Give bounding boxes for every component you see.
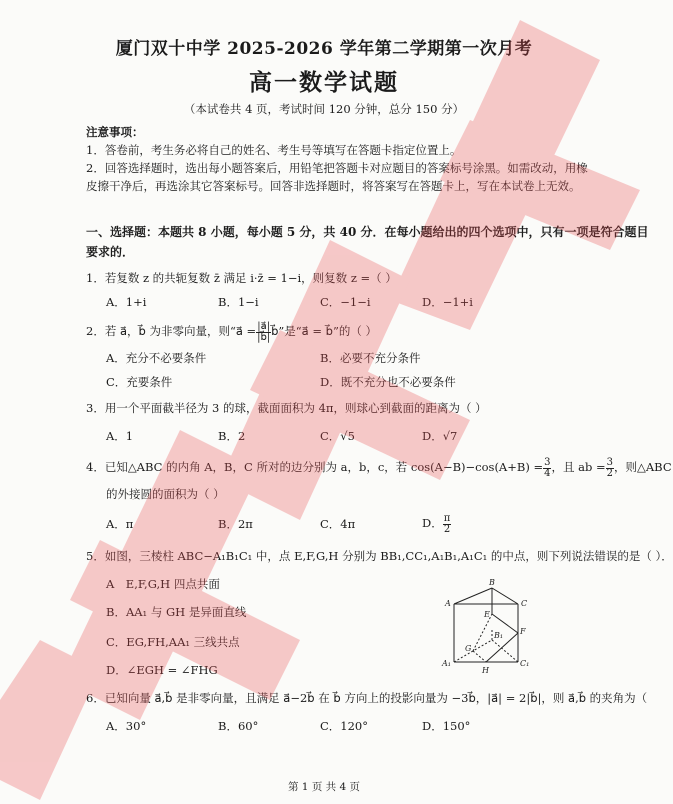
q4-stem-c: ，则△ABC [614, 460, 672, 474]
section1-heading: 一、选择题：本题共 8 小题，每小题 5 分，共 40 分．在每小题给出的四个选项中，只有一项是符合题目 [86, 225, 649, 239]
q1-option-b: B．1−i [218, 295, 259, 309]
question-2-stem [86, 318, 377, 344]
q4-frac2 [606, 458, 614, 479]
q2-frac-pre: a⃗ = [235, 324, 257, 338]
question-4-stem [86, 454, 672, 480]
question-5-stem: 5．如图，三棱柱 ABC−A₁B₁C₁ 中，点 E,F,G,H 分别为 BB₁,CC₁,A₁B₁,A₁C₁ 的中点，则下列说法错误的是（ ）． [86, 549, 673, 563]
q6-option-d: D．150° [422, 719, 471, 733]
page-footer: 第 1 页 共 4 页 [287, 781, 361, 793]
fig-label-h: H [482, 666, 489, 675]
q2-frac-den: |b⃗| [257, 331, 271, 343]
q4-d-frac-den: 2 [443, 523, 451, 535]
exam-title: 高一数学试题 [249, 69, 399, 96]
fig-label-e: E [484, 610, 490, 619]
school-title: 厦门双十中学 2025-2026 学年第二学期第一次月考 [115, 39, 533, 59]
notes-item-3: 皮擦干净后，再选涂其它答案标号。回答非选择题时，将答案写在答题卡上，写在本试卷上无效。 [86, 179, 581, 193]
q1-option-c: C．−1−i [320, 295, 371, 309]
q4-d-frac-num: π [443, 512, 451, 524]
question-3-stem: 3．用一个平面截半径为 3 的球，截面面积为 4π，则球心到截面的距离为（ ） [86, 401, 487, 415]
fig-label-b1: B₁ [494, 631, 504, 640]
q4-option-d-frac [443, 514, 452, 535]
fig-label-a: A [445, 599, 451, 608]
prism-figure [440, 578, 540, 678]
q4-option-b: B．2π [218, 517, 253, 531]
q3-option-b: B．2 [218, 429, 246, 443]
q5-option-c: C．EG,FH,AA₁ 三线共点 [106, 635, 240, 649]
question-4-stem-line2: 的外接圆的面积为（ ） [106, 487, 225, 501]
q3-option-d: D．√7 [422, 429, 458, 443]
q1-option-d: D．−1+i [422, 295, 473, 309]
q4-option-a: A．π [106, 517, 134, 531]
q4-stem-b: ，且 ab = [551, 460, 606, 474]
q5-option-a: A E,F,G,H 四点共面 [106, 577, 220, 591]
q6-option-a: A．30° [106, 719, 147, 733]
q4-stem-a: 4．已知△ABC 的内角 A，B，C 所对的边分别为 a，b，c，若 cos(A−B)−cos(A+B) = [86, 460, 544, 474]
q2-frac-num: |a⃗| [257, 320, 271, 332]
fig-label-c1: C₁ [520, 659, 530, 668]
q2-stem-a: 2．若 a⃗，b⃗ 为非零向量，则“ [86, 324, 236, 338]
q4-frac1-den: 4 [544, 467, 551, 479]
q4-frac1-num: 3 [544, 456, 551, 468]
fig-label-c: C [521, 599, 528, 608]
q4-option-d-label: D． [422, 516, 443, 530]
q4-option-c: C．4π [320, 517, 356, 531]
q1-option-a: A．1+i [106, 295, 147, 309]
notes-heading: 注意事项： [86, 125, 144, 139]
q5-option-d: D．∠EGH = ∠FHG [106, 663, 218, 677]
q2-option-a: A．充分不必要条件 [106, 351, 207, 365]
question-6-stem: 6．已知向量 a⃗,b⃗ 是非零向量，且满足 a⃗−2b⃗ 在 b⃗ 方向上的投影向量为 −3b⃗，|a⃗| = 2|b⃗|，则 a⃗,b⃗ 的夹角为（ [86, 691, 648, 705]
section1-heading-cont: 要求的． [86, 245, 135, 259]
notes-item-1: 1．答卷前，考生务必将自己的姓名、考生号等填写在答题卡指定位置上。 [86, 143, 462, 157]
fig-label-b: B [489, 578, 495, 587]
q2-fraction [256, 322, 271, 343]
notes-item-2: 2．回答选择题时，选出每小题答案后，用铅笔把答题卡对应题目的答案标号涂黑。如需改动，用橡 [86, 161, 588, 175]
question-1-stem: 1．若复数 z 的共轭复数 z̄ 满足 i·z̄ = 1−i，则复数 z =（ ） [86, 271, 397, 285]
q2-option-b: B．必要不充分条件 [320, 351, 421, 365]
q2-option-d: D．既不充分也不必要条件 [320, 375, 456, 389]
q4-frac2-num: 3 [606, 456, 614, 468]
fig-label-g: G [465, 644, 472, 653]
fig-label-a1: A₁ [442, 659, 451, 668]
exam-info: （本试卷共 4 页，考试时间 120 分钟，总分 150 分） [183, 102, 465, 116]
q3-option-c: C．√5 [320, 429, 355, 443]
q5-option-b: B．AA₁ 与 GH 是异面直线 [106, 605, 247, 619]
q2-stem-b: ”是“a⃗ = b⃗”的（ ） [278, 324, 377, 338]
fig-label-f: F [520, 627, 526, 636]
q2-frac-post: b⃗ [271, 324, 279, 338]
q6-option-b: B．60° [218, 719, 259, 733]
q3-option-a: A．1 [106, 429, 134, 443]
q2-option-c: C．充要条件 [106, 375, 173, 389]
q6-option-c: C．120° [320, 719, 368, 733]
q4-frac2-den: 2 [606, 467, 614, 479]
q4-option-d [422, 510, 451, 536]
